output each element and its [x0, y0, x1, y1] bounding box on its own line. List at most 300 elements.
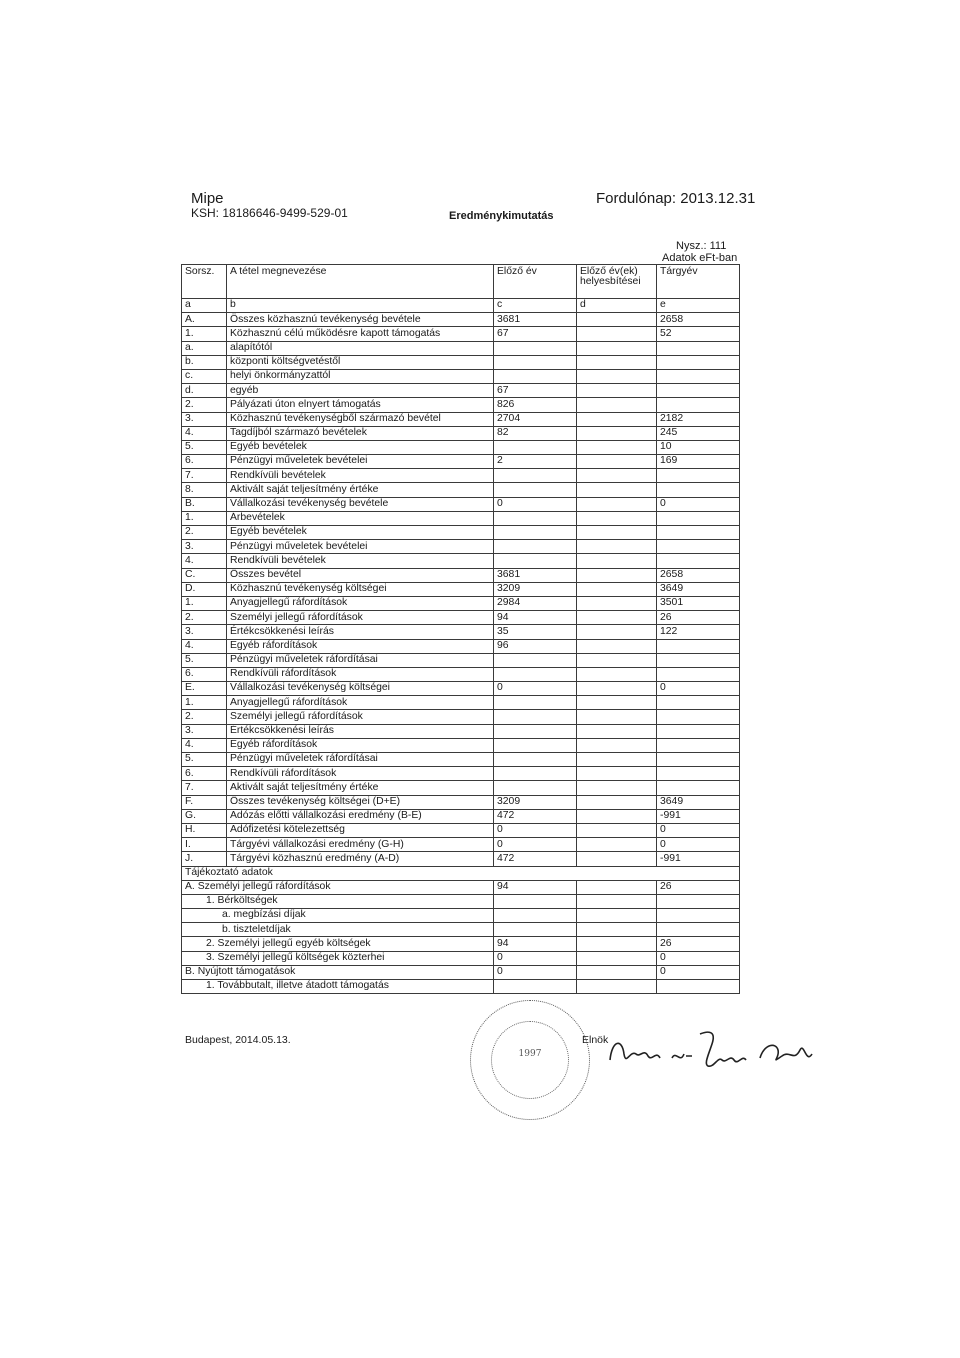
registry-number: Nysz.: 111: [676, 240, 727, 252]
table-cell: [577, 696, 657, 710]
table-cell: 94: [494, 880, 577, 894]
table-cell: [577, 341, 657, 355]
table-row: [182, 554, 740, 568]
table-cell: Rendkívüli bevételek: [227, 554, 494, 568]
table-row: [182, 823, 740, 837]
table-cell: [657, 738, 740, 752]
table-cell: 0: [494, 951, 577, 965]
table-cell: 2704: [494, 412, 577, 426]
table-cell: Aktivált saját teljesítmény értéke: [227, 781, 494, 795]
table-cell: [494, 781, 577, 795]
table-cell: [577, 611, 657, 625]
table-cell: 3649: [657, 582, 740, 596]
table-cell: Anyagjellegű ráfordítások: [227, 696, 494, 710]
table-cell: 96: [494, 639, 577, 653]
table-cell: Pályázati úton elnyert támogatás: [227, 398, 494, 412]
table-cell: 3209: [494, 795, 577, 809]
table-cell: [577, 327, 657, 341]
table-cell: Rendkívüli ráfordítások: [227, 667, 494, 681]
unit-label: Adatok eFt-ban: [662, 252, 738, 264]
table-cell: [657, 483, 740, 497]
table-cell: [577, 781, 657, 795]
table-cell: [657, 341, 740, 355]
table-cell: 0: [657, 951, 740, 965]
table-cell: 0: [494, 965, 577, 979]
table-cell: [657, 980, 740, 994]
table-row: [182, 426, 740, 440]
table-cell: Adófizetési kötelezettség: [227, 823, 494, 837]
table-cell: [657, 767, 740, 781]
table-row: [182, 455, 740, 469]
table-row: [182, 838, 740, 852]
table-cell: H.: [182, 823, 227, 837]
info-row: [182, 965, 740, 979]
table-row: [182, 568, 740, 582]
table-cell: [577, 625, 657, 639]
table-cell: Pénzügyi műveletek ráfordításai: [227, 653, 494, 667]
table-cell: [577, 753, 657, 767]
table-cell: [494, 653, 577, 667]
table-cell: D.: [182, 582, 227, 596]
table-cell: [577, 398, 657, 412]
table-cell: 35: [494, 625, 577, 639]
table-row: [182, 611, 740, 625]
info-row: [182, 880, 740, 894]
table-cell: [577, 894, 657, 908]
table-cell: Tagdíjból származó bevételek: [227, 426, 494, 440]
table-cell: [657, 667, 740, 681]
table-cell: [657, 696, 740, 710]
table-row: [182, 497, 740, 511]
info-label: 1. Továbbutalt, illetve átadott támogatás: [182, 980, 494, 994]
table-cell: [577, 795, 657, 809]
table-cell: Értékcsökkenési leírás: [227, 625, 494, 639]
table-cell: 4.: [182, 426, 227, 440]
table-cell: [577, 483, 657, 497]
table-cell: 94: [494, 611, 577, 625]
table-cell: [577, 667, 657, 681]
table-cell: Közhasznú tevékenységből származó bevétel: [227, 412, 494, 426]
table-cell: [494, 753, 577, 767]
info-row: [182, 894, 740, 908]
table-cell: Egyéb bevételek: [227, 440, 494, 454]
table-cell: 1.: [182, 327, 227, 341]
table-cell: [657, 369, 740, 383]
table-cell: [657, 710, 740, 724]
table-cell: helyi önkormányzattól: [227, 369, 494, 383]
table-row: [182, 540, 740, 554]
table-cell: [577, 568, 657, 582]
table-cell: [577, 412, 657, 426]
table-cell: [657, 894, 740, 908]
table-cell: 122: [657, 625, 740, 639]
table-cell: 26: [657, 880, 740, 894]
table-cell: 472: [494, 852, 577, 866]
table-cell: [577, 596, 657, 610]
info-row: [182, 923, 740, 937]
table-cell: [577, 511, 657, 525]
table-cell: Személyi jellegű ráfordítások: [227, 710, 494, 724]
table-cell: 3.: [182, 540, 227, 554]
table-cell: 2.: [182, 611, 227, 625]
table-row: [182, 398, 740, 412]
income-statement-table: [181, 264, 740, 994]
table-cell: Vállalkozási tevékenység költségei: [227, 682, 494, 696]
table-row: [182, 682, 740, 696]
table-cell: [577, 852, 657, 866]
table-row: [182, 341, 740, 355]
table-cell: [577, 923, 657, 937]
table-row: [182, 313, 740, 327]
table-cell: I.: [182, 838, 227, 852]
table-cell: [494, 341, 577, 355]
table-cell: 245: [657, 426, 740, 440]
table-cell: [657, 781, 740, 795]
table-row: [182, 639, 740, 653]
table-cell: [577, 767, 657, 781]
table-cell: Tárgyévi közhasznú eredmény (A-D): [227, 852, 494, 866]
table-cell: [577, 653, 657, 667]
column-header: Előző év(ek) helyesbítései: [577, 265, 657, 299]
table-cell: Adózás előtti vállalkozási eredmény (B-E): [227, 809, 494, 823]
table-cell: [577, 738, 657, 752]
table-row: [182, 781, 740, 795]
table-cell: -991: [657, 852, 740, 866]
table-row: [182, 753, 740, 767]
table-row: [182, 667, 740, 681]
table-cell: 5.: [182, 653, 227, 667]
table-cell: [657, 724, 740, 738]
table-cell: 5.: [182, 440, 227, 454]
table-cell: [494, 696, 577, 710]
table-cell: [577, 909, 657, 923]
info-label: 2. Személyi jellegű egyéb költségek: [182, 937, 494, 951]
table-cell: 4.: [182, 554, 227, 568]
table-cell: -991: [657, 809, 740, 823]
info-row: [182, 937, 740, 951]
table-cell: Pénzügyi műveletek bevételei: [227, 540, 494, 554]
table-cell: [494, 483, 577, 497]
table-cell: [494, 369, 577, 383]
table-cell: a: [182, 299, 227, 313]
table-cell: [577, 384, 657, 398]
table-cell: 0: [657, 838, 740, 852]
stamp-number: 1997: [518, 1049, 542, 1059]
table-cell: 52: [657, 327, 740, 341]
table-cell: egyéb: [227, 384, 494, 398]
info-label: A. Személyi jellegű ráfordítások: [182, 880, 494, 894]
table-cell: 2.: [182, 710, 227, 724]
table-cell: G.: [182, 809, 227, 823]
table-cell: 26: [657, 611, 740, 625]
table-cell: 0: [657, 823, 740, 837]
table-cell: B.: [182, 497, 227, 511]
table-row: [182, 596, 740, 610]
table-cell: 169: [657, 455, 740, 469]
table-cell: [577, 724, 657, 738]
table-cell: Összes közhasznú tevékenység bevétele: [227, 313, 494, 327]
table-cell: Pénzügyi műveletek ráfordításai: [227, 753, 494, 767]
table-row: [182, 355, 740, 369]
table-cell: Személyi jellegű ráfordítások: [227, 611, 494, 625]
table-cell: [494, 440, 577, 454]
table-cell: 4.: [182, 639, 227, 653]
table-row: [182, 625, 740, 639]
table-header-row: [182, 265, 740, 299]
table-cell: [577, 682, 657, 696]
table-cell: [577, 497, 657, 511]
table-row: [182, 440, 740, 454]
table-cell: b.: [182, 355, 227, 369]
table-cell: Rendkívüli ráfordítások: [227, 767, 494, 781]
table-cell: Összes bevétel: [227, 568, 494, 582]
table-cell: 82: [494, 426, 577, 440]
organization-name: Mipe: [191, 190, 224, 207]
table-cell: 0: [494, 823, 577, 837]
table-cell: J.: [182, 852, 227, 866]
table-cell: 3501: [657, 596, 740, 610]
table-cell: c: [494, 299, 577, 313]
table-row: [182, 738, 740, 752]
table-cell: [577, 540, 657, 554]
table-row: [182, 653, 740, 667]
info-label: B. Nyújtott támogatások: [182, 965, 494, 979]
reporting-date: Fordulónap: 2013.12.31: [596, 190, 756, 207]
table-row: [182, 795, 740, 809]
table-cell: központi költségvetéstől: [227, 355, 494, 369]
table-cell: [657, 526, 740, 540]
column-header: Sorsz.: [182, 265, 227, 299]
table-cell: 7.: [182, 469, 227, 483]
table-cell: 472: [494, 809, 577, 823]
table-cell: [577, 809, 657, 823]
table-row: [182, 483, 740, 497]
table-cell: [577, 937, 657, 951]
table-cell: [494, 526, 577, 540]
table-cell: [494, 469, 577, 483]
info-row: [182, 909, 740, 923]
table-cell: [657, 639, 740, 653]
document-title: Eredménykimutatás: [449, 210, 554, 222]
official-stamp: [470, 1000, 590, 1120]
info-title: Tájékoztató adatok: [182, 866, 740, 880]
ksh-number: KSH: 18186646-9499-529-01: [191, 206, 348, 220]
table-cell: [577, 880, 657, 894]
table-cell: [577, 554, 657, 568]
table-cell: E.: [182, 682, 227, 696]
table-cell: [494, 554, 577, 568]
table-cell: [494, 540, 577, 554]
table-cell: e: [657, 299, 740, 313]
table-cell: [657, 909, 740, 923]
table-cell: [577, 526, 657, 540]
table-cell: [494, 355, 577, 369]
table-cell: 26: [657, 937, 740, 951]
table-row: [182, 809, 740, 823]
table-cell: 10: [657, 440, 740, 454]
table-cell: [577, 440, 657, 454]
table-cell: [577, 639, 657, 653]
info-label: a. megbízási díjak: [182, 909, 494, 923]
stamp-inner-ring: [491, 1021, 569, 1099]
table-cell: [577, 355, 657, 369]
table-cell: 1.: [182, 596, 227, 610]
info-title-row: [182, 866, 740, 880]
table-cell: Aktivált saját teljesítmény értéke: [227, 483, 494, 497]
table-cell: [657, 753, 740, 767]
table-cell: Vállalkozási tevékenység bevétele: [227, 497, 494, 511]
table-cell: 3649: [657, 795, 740, 809]
table-cell: Egyéb bevételek: [227, 526, 494, 540]
table-row: [182, 767, 740, 781]
table-cell: 2.: [182, 526, 227, 540]
table-cell: Egyéb ráfordítások: [227, 639, 494, 653]
table-cell: Értékcsökkenési leírás: [227, 724, 494, 738]
table-cell: [657, 540, 740, 554]
table-cell: 2658: [657, 568, 740, 582]
table-cell: C.: [182, 568, 227, 582]
table-cell: 2.: [182, 398, 227, 412]
table-cell: Tárgyévi vállalkozási eredmény (G-H): [227, 838, 494, 852]
table-cell: 94: [494, 937, 577, 951]
table-cell: Anyagjellegű ráfordítások: [227, 596, 494, 610]
info-label: b. tiszteletdíjak: [182, 923, 494, 937]
table-cell: 4.: [182, 738, 227, 752]
table-cell: [577, 965, 657, 979]
table-cell: 3681: [494, 568, 577, 582]
table-cell: 0: [494, 497, 577, 511]
table-cell: d: [577, 299, 657, 313]
table-row: [182, 384, 740, 398]
table-cell: Árbevételek: [227, 511, 494, 525]
table-cell: Közhasznú célú működésre kapott támogatás: [227, 327, 494, 341]
table-cell: [577, 823, 657, 837]
table-cell: 1.: [182, 696, 227, 710]
table-cell: 7.: [182, 781, 227, 795]
table-row: [182, 369, 740, 383]
info-label: 1. Bérköltségek: [182, 894, 494, 908]
table-cell: Összes tevékenység költségei (D+E): [227, 795, 494, 809]
table-cell: [577, 980, 657, 994]
table-row: [182, 696, 740, 710]
table-cell: 2182: [657, 412, 740, 426]
table-cell: [494, 894, 577, 908]
table-row: [182, 724, 740, 738]
table-row: [182, 511, 740, 525]
table-cell: [494, 511, 577, 525]
table-cell: [577, 455, 657, 469]
table-cell: [577, 313, 657, 327]
place-and-date: Budapest, 2014.05.13.: [185, 1034, 291, 1046]
table-cell: 6.: [182, 767, 227, 781]
table-cell: [577, 582, 657, 596]
table-cell: 3.: [182, 625, 227, 639]
table-cell: 0: [657, 682, 740, 696]
table-cell: c.: [182, 369, 227, 383]
table-row: [182, 327, 740, 341]
table-cell: F.: [182, 795, 227, 809]
table-cell: [494, 724, 577, 738]
table-cell: 1.: [182, 511, 227, 525]
table-cell: [657, 554, 740, 568]
table-cell: 6.: [182, 455, 227, 469]
table-cell: 0: [494, 838, 577, 852]
table-cell: [494, 923, 577, 937]
table-row: [182, 412, 740, 426]
table-cell: [577, 469, 657, 483]
table-cell: 5.: [182, 753, 227, 767]
table-cell: 0: [494, 682, 577, 696]
table-cell: 2984: [494, 596, 577, 610]
table-cell: [657, 355, 740, 369]
info-row: [182, 980, 740, 994]
table-cell: 67: [494, 327, 577, 341]
table-row: [182, 469, 740, 483]
table-cell: [657, 653, 740, 667]
table-cell: [494, 767, 577, 781]
table-cell: [494, 980, 577, 994]
table-cell: 2: [494, 455, 577, 469]
table-cell: 0: [657, 965, 740, 979]
table-cell: [657, 398, 740, 412]
table-cell: [577, 369, 657, 383]
table-cell: [657, 469, 740, 483]
info-row: [182, 951, 740, 965]
table-cell: Egyéb ráfordítások: [227, 738, 494, 752]
table-cell: [577, 838, 657, 852]
table-cell: alapítótól: [227, 341, 494, 355]
table-cell: 3681: [494, 313, 577, 327]
handwritten-signature: [600, 1020, 820, 1080]
table-row: [182, 526, 740, 540]
table-cell: 67: [494, 384, 577, 398]
table-row: [182, 710, 740, 724]
table-cell: b: [227, 299, 494, 313]
signer-label: Elnök: [582, 1034, 609, 1046]
table-cell: d.: [182, 384, 227, 398]
table-cell: [494, 710, 577, 724]
table-cell: 3.: [182, 412, 227, 426]
table-cell: [577, 951, 657, 965]
table-cell: [577, 710, 657, 724]
table-cell: Közhasznú tevékenység költségei: [227, 582, 494, 596]
table-cell: 0: [657, 497, 740, 511]
column-header: Tárgyév: [657, 265, 740, 299]
table-cell: 826: [494, 398, 577, 412]
table-cell: [494, 909, 577, 923]
table-cell: Pénzügyi műveletek bevételei: [227, 455, 494, 469]
table-cell: [494, 667, 577, 681]
column-header: A tétel megnevezése: [227, 265, 494, 299]
table-cell: [494, 738, 577, 752]
table-cell: a.: [182, 341, 227, 355]
table-cell: [657, 511, 740, 525]
table-cell: 8.: [182, 483, 227, 497]
table-cell: [657, 923, 740, 937]
table-cell: 6.: [182, 667, 227, 681]
table-cell: A.: [182, 313, 227, 327]
table-cell: 3.: [182, 724, 227, 738]
info-label: 3. Személyi jellegű költségek közterhei: [182, 951, 494, 965]
table-cell: 2658: [657, 313, 740, 327]
table-cell: [657, 384, 740, 398]
table-cell: [577, 426, 657, 440]
table-row: [182, 582, 740, 596]
table-row: [182, 299, 740, 313]
table-cell: 3209: [494, 582, 577, 596]
table-row: [182, 852, 740, 866]
column-header: Előző év: [494, 265, 577, 299]
